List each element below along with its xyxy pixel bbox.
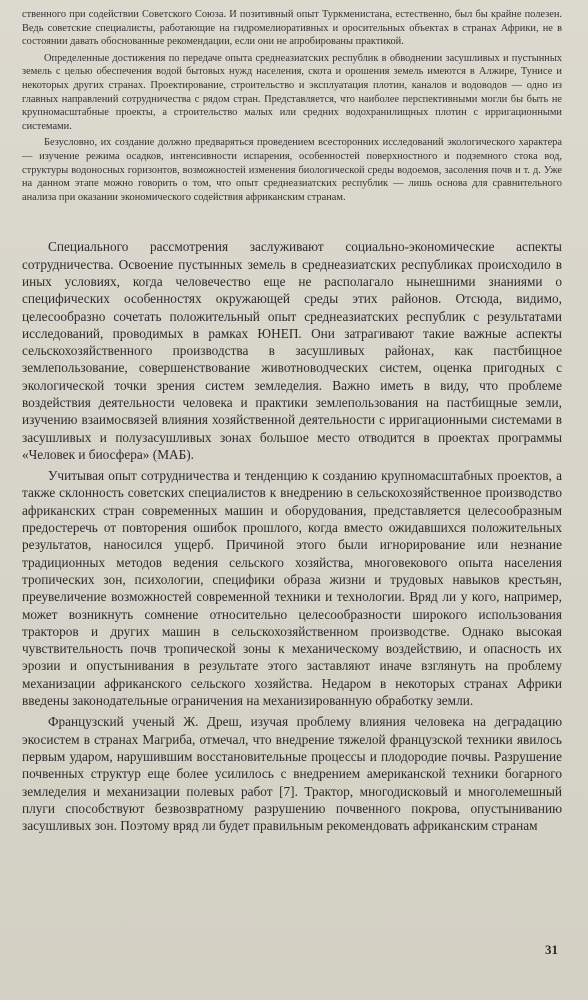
main-text-section — [22, 238, 562, 834]
main-paragraph: Учитывая опыт сотрудничества и тенденцию к созданию крупномасштабных проектов, а также склонность советских специалистов к внедрению в сельскохозяйственное производство африканских стран современных машин и оборудования, представляется целесообразным предостеречь от повторения ошибок прошлого, когда вместо ожидавшихся положительных результатов, наносился ущерб. Причиной этого были игнорирование или незнание традиционных методов ведения сельского хозяйства, многовекового опыта населения тропических зон, психологии, специфики образа жизни и трудовых навыков крестьян, преувеличение возможностей современной техники и технологии. Вряд ли у кого, например, может возникнуть сомнение относительно целесообразности широкого использования тракторов и других машин в сельскохозяйственном производстве. Однако высокая чувствительность почв тропической зоны к механическому воздействию, и опасность их эрозии и опустынивания в результате этого заставляют иначе взглянуть на проблему механизации африканского сельского хозяйства. Недаром в некоторых странах Африки введены законодательные ограничения на механизированную обработку земли. — [22, 468, 562, 709]
small-print-section — [22, 8, 562, 204]
small-paragraph: Определенные достижения по передаче опыта среднеазиатских республик в обводнении засушливых и пустынных земель с целью обеспечения водой бытовых нужд населения, скота и орошения земель имеются в Алжире, Тунисе и некоторых других странах. Проектирование, строительство и эксплуатация плотин, каналов и водоводов — одно из главных направлений сотрудничества с рядом стран. Представляется, что наиболее перспективными могли бы быть не крупномасштабные проекты, а строительство малых или средних водохранилищных плотин с ирригационными системами. — [22, 52, 562, 132]
main-paragraph: Французский ученый Ж. Дреш, изучая проблему влияния человека на деградацию экосистем в странах Магриба, отмечал, что внедрение тяжелой французской техники явилось первым ударом, нарушившим восстановительные процессы и плодородие почвы. Разрушение почвенных структур еще более усилилось с внедрением американской техники богарного земледелия и механизации полевых работ [7]. Трактор, многодисковый и многолемешный плуги способствуют безвозвратному разрушению почвенного покрова, опустыниванию засушливых зон. Поэтому вряд ли будет правильным рекомендовать африканским странам — [22, 714, 562, 834]
page-number: 31 — [545, 942, 558, 957]
small-paragraph: ственного при содействии Советского Союза. И позитивный опыт Туркменистана, естественно, был бы крайне полезен. Ведь советские специалисты, работающие на гидромелиоративных и оросительных объектах в странах Африки, не в состоянии давать обоснованные рекомендации, если они не апробированы практикой. — [22, 9, 562, 48]
main-paragraph: Специального рассмотрения заслуживают социально-экономические аспекты сотрудничества. Освоение пустынных земель в среднеазиатских республиках происходило в иных условиях, когда человечество еще не располагало нынешними знаниями о специфических особенностях окружающей среды этих районов. Отсюда, видимо, целесообразно сочетать положительный опыт среднеазиатских республик с результатами исследований, проводимых в рамках ЮНЕП. Они затрагивают такие важные аспекты сельскохозяйственного производства в засушливых районах, как пастбищное землепользование, совершенствование животноводческих систем, оценка пригодных с экологической точки зрения систем земледелия. Важно иметь в виду, что проблеме воздействия деятельности человека и практики землепользования на пастбищные земли, изучению взаимосвязей влияния хозяйственной деятельности с ирригационными системами в засушливых и полузасушливых зонах большое место отводится в проектах программы «Человек и биосфера» (МАБ). — [22, 239, 562, 462]
small-paragraph: Безусловно, их создание должно предваряться проведением всесторонних исследований экологического характера — изучение режима осадков, интенсивности испарения, особенностей поверхностного и подземного стока вод, структуры водоносных горизонтов, возможностей изменения биологической среды водоемов, засоления почв и т. д. Уже на данном этапе можно говорить о том, что опыт среднеазиатских республик — лишь основа для сравнительного анализа при оказании экономического содействия африканским странам. — [22, 137, 562, 203]
